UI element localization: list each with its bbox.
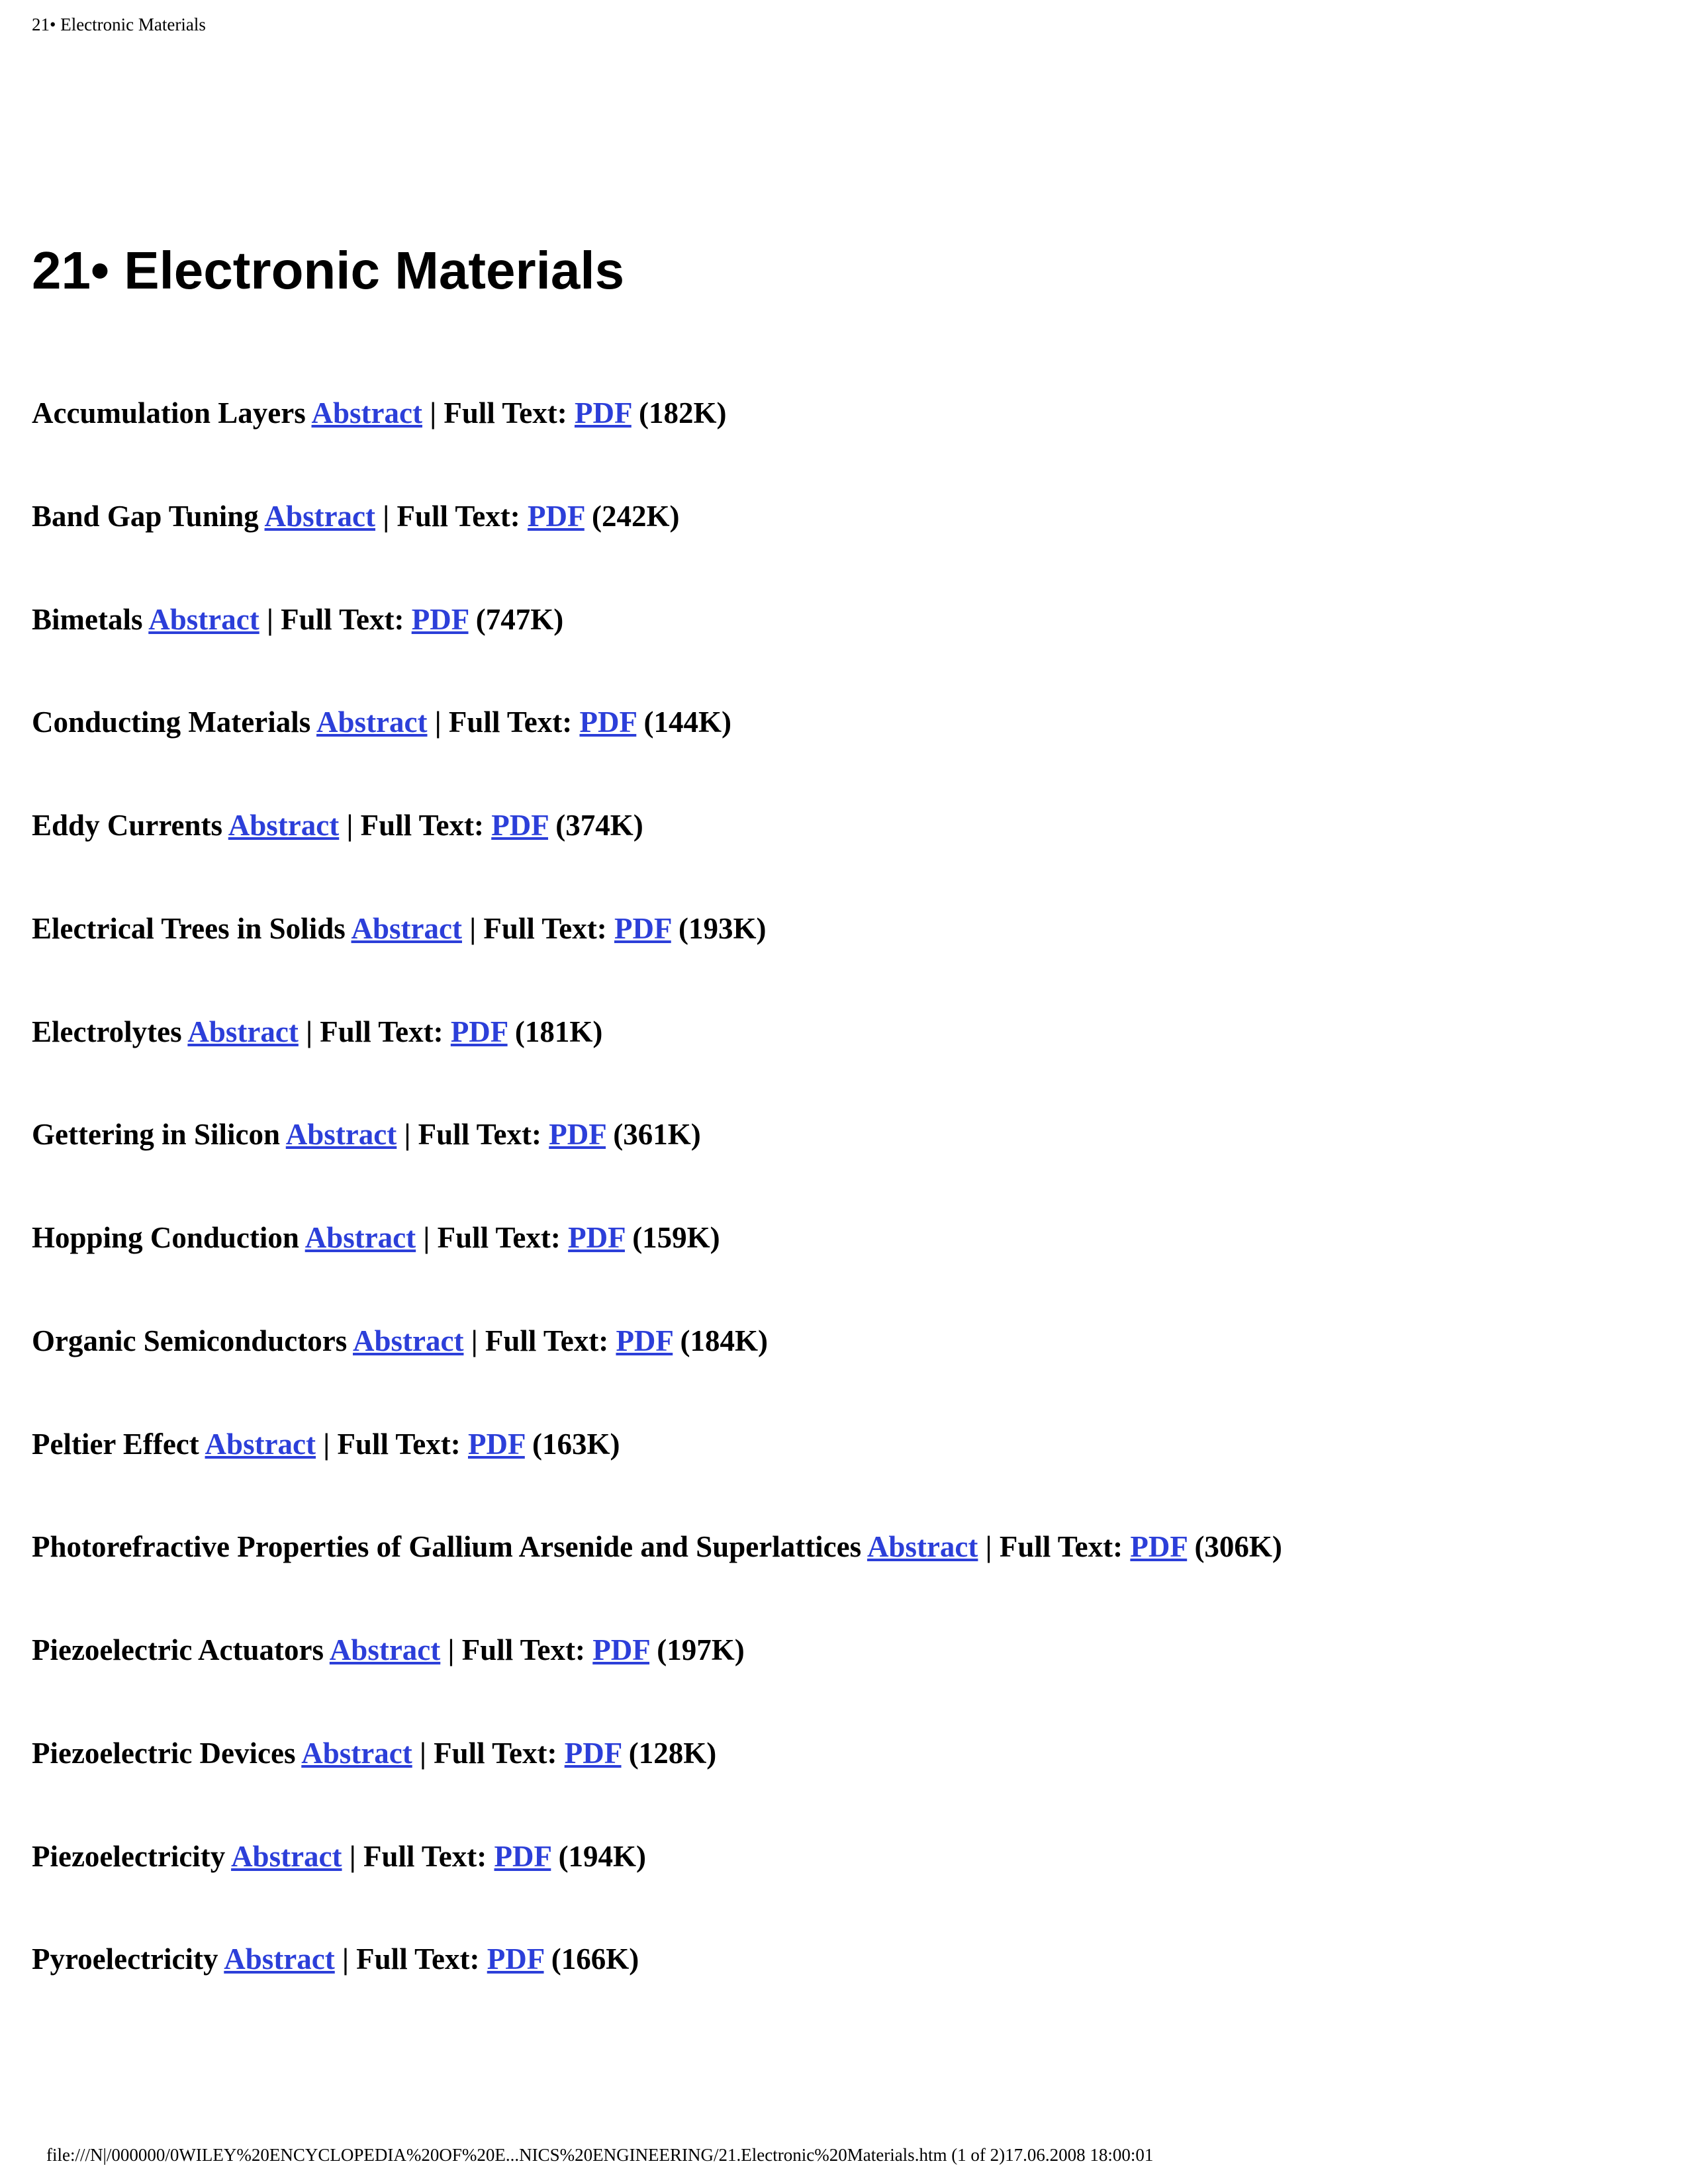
full-text-label: Full Text:	[418, 1118, 541, 1152]
separator: |	[985, 1530, 992, 1564]
separator: |	[306, 1015, 313, 1048]
article-entry	[32, 1112, 1630, 1158]
article-entry	[32, 494, 1630, 540]
abstract-link[interactable]: Abstract	[187, 1015, 299, 1048]
separator: |	[434, 705, 442, 739]
article-entry	[32, 1318, 1630, 1365]
file-size: (242K)	[592, 499, 680, 533]
abstract-link[interactable]: Abstract	[329, 1633, 441, 1666]
full-text-label: Full Text:	[485, 1324, 609, 1357]
article-list	[32, 390, 1656, 1983]
file-size: (181K)	[514, 1015, 603, 1048]
article-entry	[32, 390, 1630, 437]
separator: |	[447, 1633, 455, 1666]
page-title: 21• Electronic Materials	[32, 241, 625, 300]
pdf-link[interactable]: PDF	[1130, 1530, 1188, 1564]
full-text-label: Full Text:	[360, 809, 484, 842]
file-size: (374K)	[555, 809, 643, 842]
abstract-link[interactable]: Abstract	[316, 705, 428, 739]
pdf-link[interactable]: PDF	[549, 1118, 606, 1152]
article-title: Band Gap Tuning	[32, 499, 259, 533]
full-text-label: Full Text:	[434, 1736, 557, 1770]
file-size: (306K)	[1194, 1530, 1282, 1564]
pdf-link[interactable]: PDF	[614, 911, 671, 945]
abstract-link[interactable]: Abstract	[224, 1942, 335, 1976]
article-title: Conducting Materials	[32, 705, 311, 739]
pdf-link[interactable]: PDF	[616, 1324, 673, 1357]
full-text-label: Full Text:	[320, 1015, 444, 1048]
full-text-label: Full Text:	[363, 1839, 487, 1873]
abstract-link[interactable]: Abstract	[264, 499, 376, 533]
article-entry	[32, 906, 1630, 952]
separator: |	[419, 1736, 426, 1770]
full-text-label: Full Text:	[448, 705, 573, 739]
article-entry	[32, 1524, 1630, 1570]
pdf-link[interactable]: PDF	[411, 602, 469, 636]
separator: |	[266, 602, 273, 636]
separator: |	[349, 1839, 356, 1873]
full-text-label: Full Text:	[397, 499, 520, 533]
article-title: Piezoelectricity	[32, 1839, 226, 1873]
article-entry	[32, 1215, 1630, 1261]
abstract-link[interactable]: Abstract	[305, 1221, 416, 1254]
file-size: (159K)	[632, 1221, 720, 1254]
full-text-label: Full Text:	[356, 1942, 480, 1976]
pdf-link[interactable]: PDF	[564, 1736, 622, 1770]
pdf-link[interactable]: PDF	[467, 1427, 525, 1461]
article-entry	[32, 803, 1630, 849]
pdf-link[interactable]: PDF	[487, 1942, 544, 1976]
article-title: Electrical Trees in Solids	[32, 911, 346, 945]
separator: |	[471, 1324, 478, 1357]
article-title: Eddy Currents	[32, 809, 222, 842]
article-title: Bimetals	[32, 602, 143, 636]
abstract-link[interactable]: Abstract	[353, 1324, 464, 1357]
article-title: Pyroelectricity	[32, 1942, 218, 1976]
separator: |	[346, 809, 353, 842]
article-title: Peltier Effect	[32, 1427, 199, 1461]
article-title: Hopping Conduction	[32, 1221, 299, 1254]
separator: |	[430, 396, 437, 430]
abstract-link[interactable]: Abstract	[311, 396, 422, 430]
running-header: 21• Electronic Materials	[32, 15, 206, 34]
abstract-link[interactable]: Abstract	[867, 1530, 978, 1564]
abstract-link[interactable]: Abstract	[228, 809, 340, 842]
separator: |	[383, 499, 390, 533]
file-size: (128K)	[628, 1736, 717, 1770]
file-path-footer: file:///N|/000000/0WILEY%20ENCYCLOPEDIA%20OF%20E...NICS%20ENGINEERING/21.Electronic%20Materials.htm (1 of 2)17.06.2008 18:00:01	[46, 2145, 1154, 2165]
article-entry	[32, 1731, 1630, 1777]
file-size: (166K)	[551, 1942, 639, 1976]
pdf-link[interactable]: PDF	[574, 396, 632, 430]
article-title: Photorefractive Properties of Gallium Arsenide and Superlattices	[32, 1530, 862, 1564]
article-entry	[32, 1009, 1630, 1056]
full-text-label: Full Text:	[337, 1427, 461, 1461]
pdf-link[interactable]: PDF	[450, 1015, 508, 1048]
article-entry	[32, 597, 1630, 643]
pdf-link[interactable]: PDF	[491, 809, 549, 842]
full-text-label: Full Text:	[483, 911, 607, 945]
file-size: (193K)	[679, 911, 767, 945]
article-entry	[32, 1422, 1630, 1468]
article-entry	[32, 700, 1630, 746]
full-text-label: Full Text:	[444, 396, 567, 430]
file-size: (747K)	[475, 602, 564, 636]
abstract-link[interactable]: Abstract	[351, 911, 462, 945]
article-title: Accumulation Layers	[32, 396, 306, 430]
file-size: (197K)	[657, 1633, 745, 1666]
separator: |	[323, 1427, 330, 1461]
separator: |	[342, 1942, 349, 1976]
article-title: Gettering in Silicon	[32, 1118, 280, 1152]
pdf-link[interactable]: PDF	[527, 499, 585, 533]
pdf-link[interactable]: PDF	[579, 705, 637, 739]
pdf-link[interactable]: PDF	[568, 1221, 625, 1254]
abstract-link[interactable]: Abstract	[148, 602, 259, 636]
article-title: Electrolytes	[32, 1015, 182, 1048]
article-entry	[32, 1834, 1630, 1880]
article-entry	[32, 1936, 1630, 1983]
article-title: Piezoelectric Devices	[32, 1736, 296, 1770]
file-size: (144K)	[643, 705, 732, 739]
pdf-link[interactable]: PDF	[494, 1839, 551, 1873]
article-title: Piezoelectric Actuators	[32, 1633, 324, 1666]
file-size: (182K)	[639, 396, 727, 430]
separator: |	[469, 911, 477, 945]
article-entry	[32, 1627, 1630, 1674]
full-text-label: Full Text:	[437, 1221, 561, 1254]
separator: |	[404, 1118, 411, 1152]
file-size: (184K)	[680, 1324, 768, 1357]
article-title: Organic Semiconductors	[32, 1324, 348, 1357]
abstract-link[interactable]: Abstract	[285, 1118, 397, 1152]
separator: |	[423, 1221, 430, 1254]
full-text-label: Full Text:	[461, 1633, 585, 1666]
file-size: (194K)	[558, 1839, 647, 1873]
file-size: (361K)	[613, 1118, 701, 1152]
abstract-link[interactable]: Abstract	[205, 1427, 316, 1461]
abstract-link[interactable]: Abstract	[231, 1839, 342, 1873]
pdf-link[interactable]: PDF	[592, 1633, 650, 1666]
full-text-label: Full Text:	[281, 602, 404, 636]
abstract-link[interactable]: Abstract	[301, 1736, 412, 1770]
file-size: (163K)	[532, 1427, 620, 1461]
full-text-label: Full Text:	[999, 1530, 1123, 1564]
